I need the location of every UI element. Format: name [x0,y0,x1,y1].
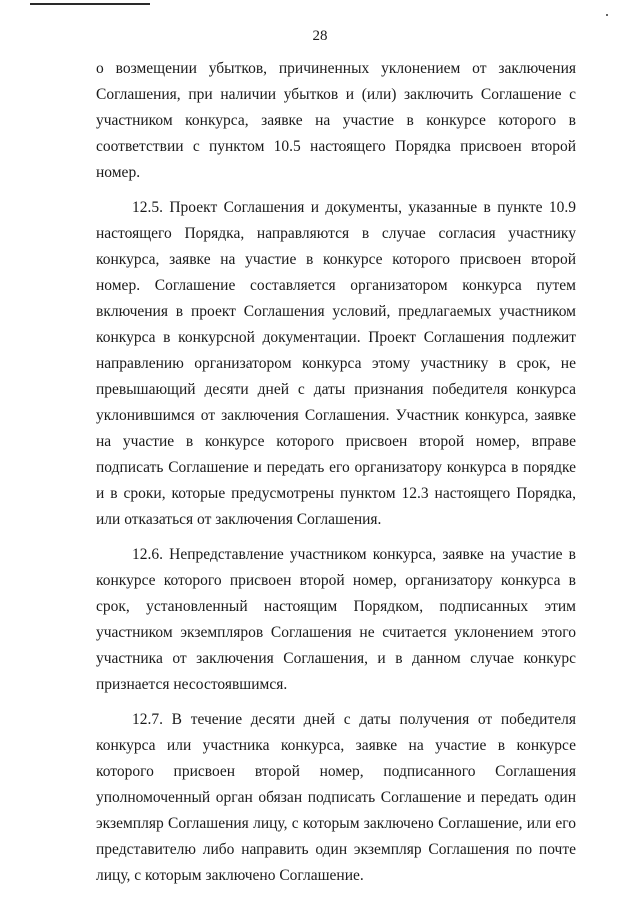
paragraph-12-6: 12.6. Непредставление участником конкурса, заявке на участие в конкурсе которого присвоен второй номер, организатору конкурса в срок, установленный настоящим Порядком, подписанных этим участником экземпляров Соглашения не считается уклонением этого участника от заключения Соглашения, и в данном случае конкурс признается несостоявшимся. [96,546,576,693]
paragraph-12-5: 12.5. Проект Соглашения и документы, указанные в пункте 10.9 настоящего Порядка, направляются в случае согласия участнику конкурса, заявке на участие в конкурсе которого присвоен второй номер. Соглашение составляется организатором конкурса путем включения в проект Соглашения условий, предлагаемых участником конкурса в конкурсной документации. Проект Соглашения подлежит направлению организатором конкурса этому участнику в срок, не превышающий десяти дней с даты признания победителя конкурса уклонившимся от заключения Соглашения. Участник конкурса, заявке на участие в конкурсе которого присвоен второй номер, вправе подписать Соглашение и передать его организатору конкурса в порядке и в сроки, которые предусмотрены пунктом 12.3 настоящего Порядка, или отказаться от заключения Соглашения. [96,199,576,528]
paragraph-continuation: о возмещении убытков, причиненных уклонением от заключения Соглашения, при наличии убытков и (или) заключить Соглашение с участником конкурса, заявке на участие в конкурсе которого в соответствии с пунктом 10.5 настоящего Порядка присвоен второй номер. [96,60,576,181]
top-rule [30,3,150,5]
scan-mark [606,14,608,16]
paragraph-12-7: 12.7. В течение десяти дней с даты получения от победителя конкурса или участника конкурса, заявке на участие в конкурсе которого присвоен второй номер, подписанного Соглашения уполномоченный орган обязан подписать Соглашение и передать один экземпляр Соглашения лицу, с которым заключено Соглашение, или его представителю либо направить один экземпляр Соглашения по почте лицу, с которым заключено Соглашение. [96,711,576,884]
page-number: 28 [312,28,328,44]
document-body [96,56,576,898]
